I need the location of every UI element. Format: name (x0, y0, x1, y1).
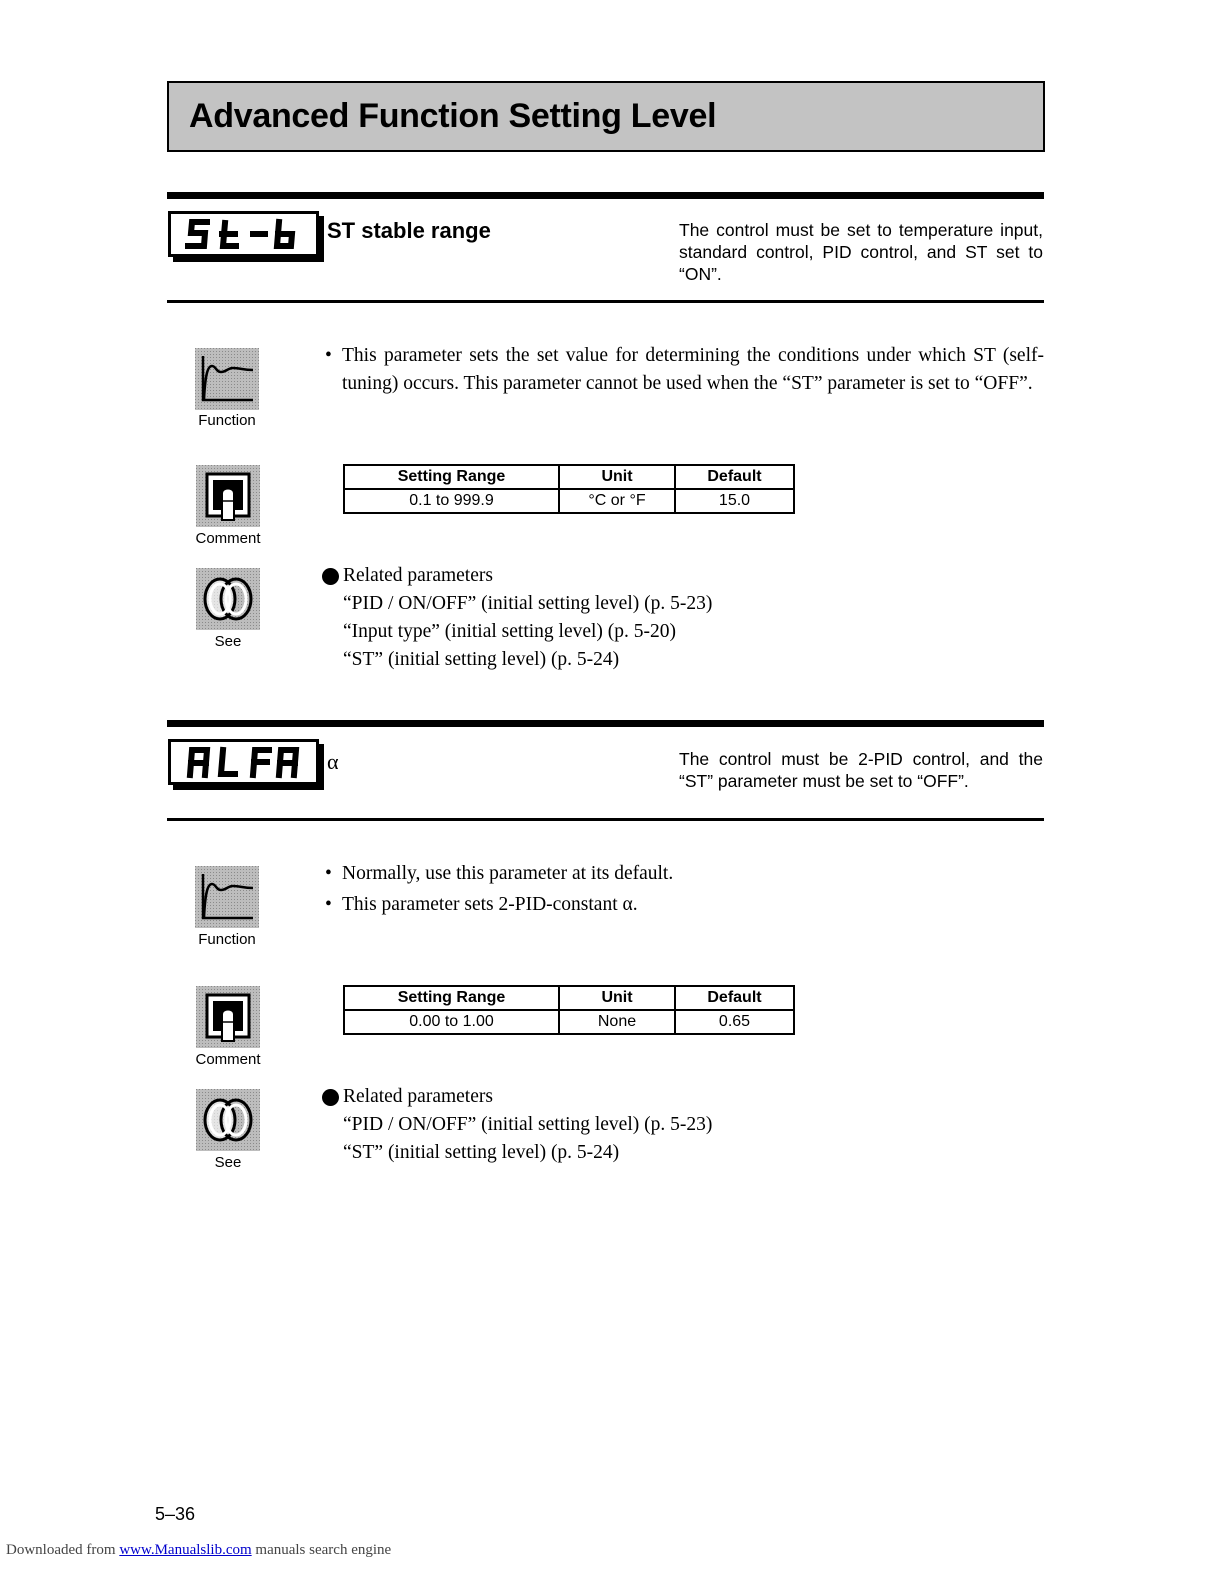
parameter-name: α (327, 749, 339, 774)
page-title-box (167, 81, 1045, 152)
bullet-dot-icon: • (325, 863, 332, 884)
function-bullet: • Normally, use this parameter at its default. (342, 860, 1042, 888)
function-icon-label: Function (198, 412, 256, 429)
page-number: 5–36 (155, 1504, 196, 1524)
section-header-bottom-rule (167, 300, 1044, 303)
related-item: “ST” (initial setting level) (p. 5-24) (343, 1142, 620, 1163)
seven-seg-st-b-icon (171, 214, 316, 254)
display-code-st-b (168, 211, 319, 257)
related-item: “ST” (initial setting level) (p. 5-24) (343, 649, 620, 670)
function-bullet: • This parameter sets 2-PID-constant α. (342, 891, 1042, 919)
parameter-table (343, 464, 795, 514)
function-icon (195, 866, 259, 928)
related-heading: Related parameters (343, 1086, 493, 1107)
table-header: Unit (559, 986, 675, 1010)
table-header: Default (675, 986, 794, 1010)
seven-seg-alfa-icon (171, 742, 316, 782)
footer-suffix: manuals search engine (255, 1542, 392, 1558)
table-header-row (344, 986, 794, 1010)
comment-icon (196, 465, 260, 527)
table-header: Default (675, 465, 794, 489)
table-cell-default: 15.0 (675, 489, 794, 513)
related-item: “PID / ON/OFF” (initial setting level) (p. 5-23) (343, 1114, 713, 1135)
bullet-dot-icon: • (325, 345, 332, 366)
download-footer (6, 1542, 391, 1559)
table-header: Setting Range (344, 465, 559, 489)
related-heading: Related parameters (343, 565, 493, 586)
parameter-table (343, 985, 795, 1035)
table-cell-unit: °C or °F (559, 489, 675, 513)
comment-icon-label: Comment (195, 1051, 261, 1068)
see-icon (196, 568, 260, 630)
see-icon-label: See (214, 1154, 242, 1171)
related-parameters (343, 562, 712, 674)
function-icon-label: Function (198, 931, 256, 948)
manualslib-link[interactable]: www.Manualslib.com (119, 1542, 252, 1558)
table-row (344, 1010, 794, 1034)
table-cell-default: 0.65 (675, 1010, 794, 1034)
comment-icon-label: Comment (195, 530, 261, 547)
bullet-dot-icon (322, 1089, 339, 1106)
section-top-rule (167, 192, 1044, 199)
parameter-condition: The control must be 2-PID control, and the “ST” parameter must be set to “OFF”. (679, 749, 1043, 791)
table-cell-setting-range: 0.00 to 1.00 (344, 1010, 559, 1034)
display-code-alfa (168, 739, 319, 785)
bullet-dot-icon (322, 568, 339, 585)
parameter-condition: The control must be set to temperature input, standard control, PID control, and ST set to “ON”. (679, 220, 1043, 284)
comment-icon (196, 986, 260, 1048)
bullet-dot-icon: • (325, 894, 332, 915)
function-bullet: • This parameter sets the set value for determining the conditions under which ST (self-tuning) occurs. This parameter cannot be used when the “ST” parameter is set to “OFF”. (342, 342, 1044, 398)
table-header: Unit (559, 465, 675, 489)
table-header-row (344, 465, 794, 489)
table-header: Setting Range (344, 986, 559, 1010)
page-title: Advanced Function Setting Level (189, 97, 717, 135)
see-icon-label: See (214, 633, 242, 650)
function-icon (195, 348, 259, 410)
section-top-rule (167, 720, 1044, 727)
table-cell-unit: None (559, 1010, 675, 1034)
section-header-bottom-rule (167, 818, 1044, 821)
table-row (344, 489, 794, 513)
related-item: “Input type” (initial setting level) (p. 5-20) (343, 621, 677, 642)
table-cell-setting-range: 0.1 to 999.9 (344, 489, 559, 513)
see-icon (196, 1089, 260, 1151)
parameter-name: ST stable range (327, 218, 491, 243)
footer-prefix: Downloaded from (6, 1542, 116, 1558)
related-parameters (343, 1083, 712, 1167)
related-item: “PID / ON/OFF” (initial setting level) (p. 5-23) (343, 593, 713, 614)
